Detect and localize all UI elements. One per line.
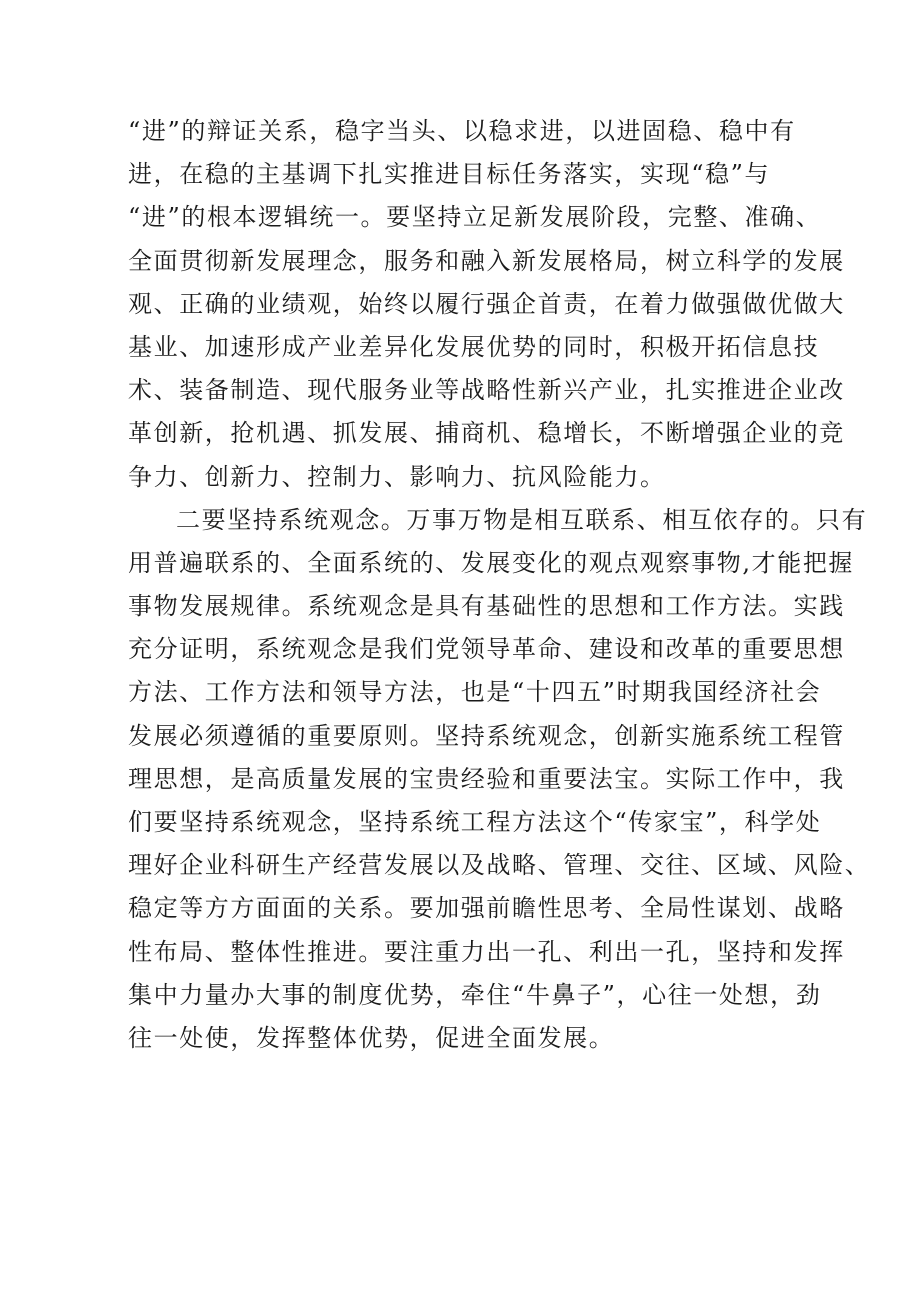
text-line: 基业、加速形成产业差异化发展优势的同时，积极开拓信息技	[128, 332, 820, 361]
text-line: 集中力量办大事的制度优势，牵住“牛鼻子”，心往一处想，劲	[128, 980, 822, 1009]
paragraph-system-concept	[128, 499, 871, 1060]
text-line: 稳定等方方面面的关系。要加强前瞻性思考、全局性谋划、战略	[128, 894, 845, 923]
text-line: 进，在稳的主基调下扎实推进目标任务落实，实现“稳”与	[128, 160, 771, 189]
text-line: 用普遍联系的、全面系统的、发展变化的观点观察事物,才能把握	[128, 548, 855, 577]
paragraph-continued	[128, 110, 845, 499]
text-line: 术、装备制造、现代服务业等战略性新兴产业，扎实推进企业改	[128, 376, 845, 405]
text-line: 方法、工作方法和领导方法，也是“十四五”时期我国经济社会	[128, 678, 822, 707]
text-line: 革创新，抢机遇、抓发展、捕商机、稳增长，不断增强企业的竞	[128, 419, 845, 448]
text-line: 观、正确的业绩观，始终以履行强企首责，在着力做强做优做大	[128, 289, 845, 318]
text-line: 发展必须遵循的重要原则。坚持系统观念，创新实施系统工程管	[128, 721, 845, 750]
text-line: 二要坚持系统观念。万事万物是相互联系、相互依存的。只有	[176, 505, 868, 534]
text-line: “进”的根本逻辑统一。要坚持立足新发展阶段，完整、准确、	[128, 203, 822, 232]
text-line: 理好企业科研生产经营发展以及战略、管理、交往、区域、风险、	[128, 851, 871, 880]
text-line: 往一处使，发挥整体优势，促进全面发展。	[128, 1023, 615, 1052]
text-line: 争力、创新力、控制力、影响力、抗风险能力。	[128, 462, 666, 491]
text-line: 全面贯彻新发展理念，服务和融入新发展格局，树立科学的发展	[128, 246, 845, 275]
text-line: 事物发展规律。系统观念是具有基础性的思想和工作方法。实践	[128, 592, 845, 621]
text-line: 充分证明，系统观念是我们党领导革命、建设和改革的重要思想	[128, 635, 845, 664]
text-line: “进”的辩证关系，稳字当头、以稳求进，以进固稳、稳中有	[128, 117, 796, 145]
text-line: 们要坚持系统观念，坚持系统工程方法这个“传家宝”，科学处	[128, 808, 822, 836]
document-body	[128, 110, 871, 1060]
text-line: 理思想，是高质量发展的宝贵经验和重要法宝。实际工作中，我	[128, 764, 845, 793]
text-line: 性布局、整体性推进。要注重力出一孔、利出一孔，坚持和发挥	[128, 937, 845, 966]
